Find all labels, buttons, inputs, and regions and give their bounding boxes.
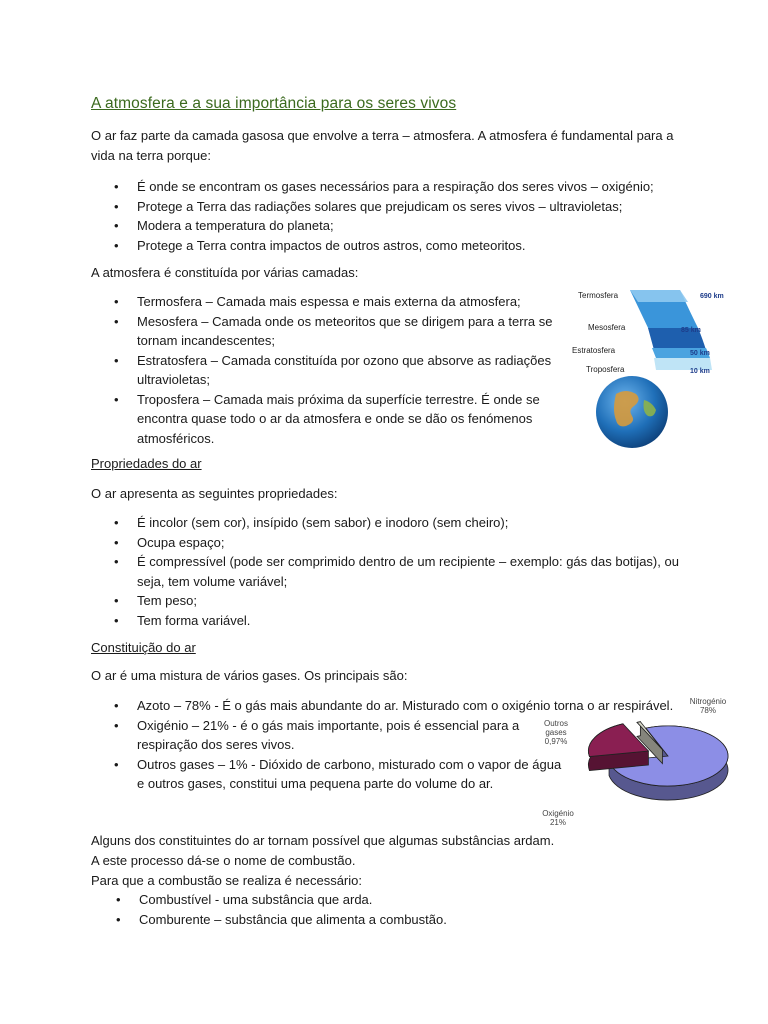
combustion-paragraph	[91, 831, 554, 891]
list-line: Termosfera – Camada mais espessa e mais externa da atmosfera;	[137, 294, 521, 309]
list-item: • Modera a temperatura do planeta;	[91, 216, 691, 236]
altitude-label: 10 km	[690, 368, 710, 375]
combustion-line: Alguns dos constituintes do ar tornam possível que algumas substâncias ardam.	[91, 833, 555, 848]
atmosphere-layers-figure	[560, 282, 730, 452]
pie-label: 21%	[549, 818, 567, 827]
list-line: Outros gases – 1% - Dióxido de carbono, misturado com o vapor de água	[137, 756, 562, 772]
layer-label: Termosfera	[578, 291, 619, 300]
list-item: • É onde se encontram os gases necessários para a respiração dos seres vivos – oxigénio;	[91, 177, 691, 197]
importance-list	[91, 177, 691, 255]
earth-globe	[596, 376, 668, 448]
layers-list	[91, 292, 561, 448]
list-line: e outros gases, constitui uma pequena parte do volume do ar.	[137, 776, 494, 791]
list-line: respiração dos seres vivos.	[137, 737, 295, 752]
list-item: • Comburente – substância que alimenta a combustão.	[91, 910, 691, 930]
layer-label: Troposfera	[586, 365, 625, 374]
list-item: • Protege a Terra contra impactos de outros astros, como meteoritos.	[91, 236, 691, 256]
layer-label: Mesosfera	[588, 323, 626, 332]
list-item	[91, 552, 731, 591]
altitude-label: 85 km	[681, 327, 701, 334]
altitude-label: 50 km	[690, 350, 710, 357]
properties-heading: Propriedades do ar	[91, 456, 202, 471]
pie-slice	[588, 724, 648, 757]
properties-intro: O ar apresenta as seguintes propriedades:	[91, 486, 338, 501]
list-item	[91, 513, 731, 533]
pie-label: gases	[545, 728, 567, 737]
pie-label: 78%	[699, 706, 717, 715]
list-line: Ocupa espaço;	[137, 534, 225, 550]
properties-list	[91, 513, 731, 630]
list-item	[91, 611, 731, 631]
intro-line: vida na terra porque:	[91, 148, 211, 163]
list-item	[91, 351, 561, 390]
layer-label: Estratosfera	[572, 346, 616, 355]
list-item	[91, 312, 561, 351]
list-line: ultravioletas;	[137, 372, 210, 387]
list-line: atmosféricos.	[137, 430, 215, 446]
pie-label: Nitrogénio	[689, 697, 727, 706]
layers-intro: A atmosfera é constituída por várias camadas:	[91, 265, 359, 280]
list-line: Mesosfera – Camada onde os meteoritos que se dirigem para a terra se	[137, 313, 553, 329]
list-line: Troposfera – Camada mais próxima da superfície terrestre. É onde se	[137, 391, 540, 407]
list-item	[91, 292, 561, 312]
list-item: • Combustível - uma substância que arda.	[91, 890, 691, 910]
pie-label: 0,97%	[544, 737, 568, 746]
pie-label: Outros	[543, 719, 569, 728]
air-composition-pie-chart	[528, 694, 738, 834]
list-line: tornam incandescentes;	[137, 333, 276, 348]
list-item	[91, 591, 731, 611]
intro-paragraph	[91, 126, 673, 166]
altitude-label: 690 km	[700, 293, 724, 300]
list-line: É compressível (pode ser comprimido dentro de um recipiente – exemplo: gás das botijas), ou	[137, 554, 679, 569]
page-title: A atmosfera e a sua importância para os seres vivos	[91, 95, 457, 112]
combustion-list	[91, 890, 691, 929]
intro-line: O ar faz parte da camada gasosa que envolve a terra – atmosfera. A atmosfera é fundamental para a	[91, 128, 674, 143]
list-line: encontra quase todo o ar da atmosfera e onde se dão os fenómenos	[137, 411, 533, 426]
combustion-line: Para que a combustão se realiza é necessário:	[91, 873, 362, 888]
list-line: seja, tem volume variável;	[137, 573, 288, 589]
list-item	[91, 390, 561, 449]
list-item	[91, 533, 731, 553]
list-line: Estratosfera – Camada constituída por ozono que absorve as radiações	[137, 352, 552, 368]
list-item: • Protege a Terra das radiações solares que prejudicam os seres vivos – ultravioletas;	[91, 197, 691, 217]
termosfera-band-top	[630, 290, 688, 302]
list-line: Tem peso;	[137, 593, 197, 608]
combustion-line: A este processo dá-se o nome de combustão.	[91, 853, 356, 868]
constitution-heading: Constituição do ar	[91, 640, 196, 655]
constitution-intro: O ar é uma mistura de vários gases. Os principais são:	[91, 668, 408, 683]
pie-label: Oxigénio	[542, 809, 574, 818]
list-line: É incolor (sem cor), insípido (sem sabor) e inodoro (sem cheiro);	[137, 515, 509, 530]
list-line: Azoto – 78% - É o gás mais abundante do ar. Misturado com o oxigénio torna o ar respirável.	[137, 698, 674, 713]
list-line: Oxigénio – 21% - é o gás mais importante, pois é essencial para a	[137, 717, 520, 733]
list-line: Tem forma variável.	[137, 612, 251, 628]
